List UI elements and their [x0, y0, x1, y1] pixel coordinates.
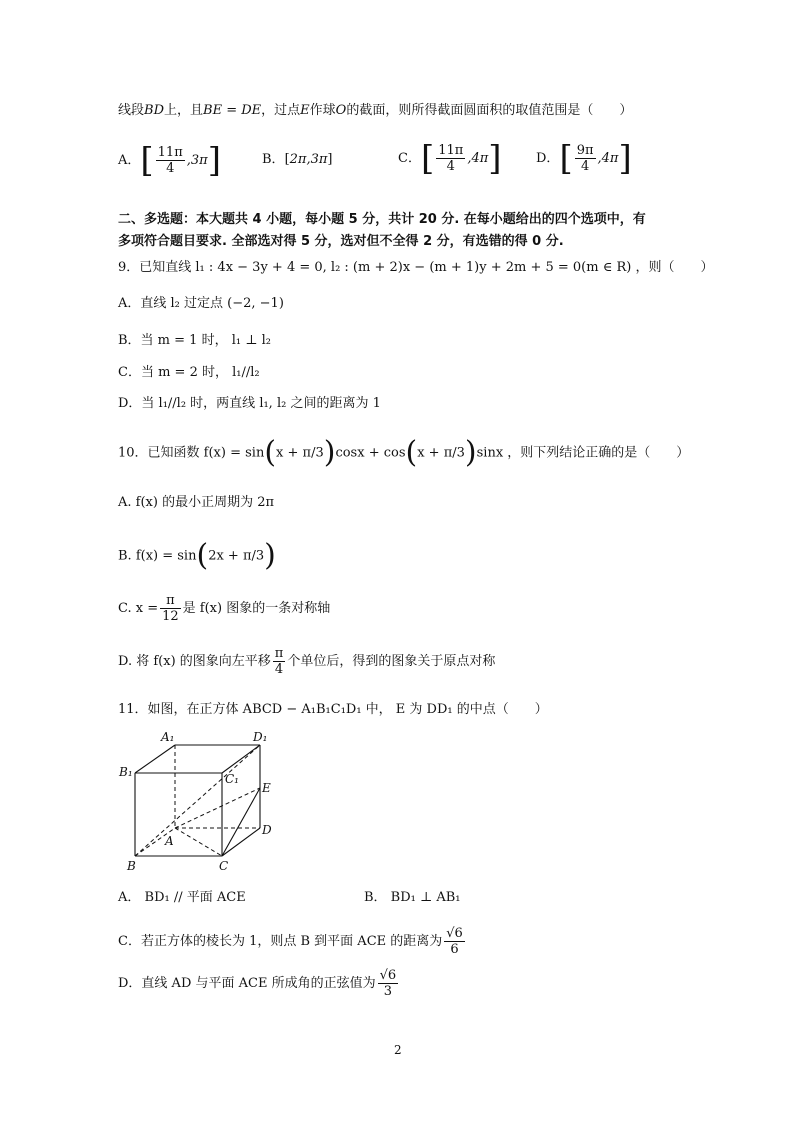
segment-c-e — [222, 788, 260, 856]
label-a1: A₁ — [161, 730, 175, 744]
q10-stem: 10．已知函数 f(x) = sin(x + π/3)cosx + cos(x + π/3)sinx ，则下列结论正确的是（ ） — [118, 435, 690, 470]
section2-heading-line2: 多项符合题目要求. 全部选对得 5 分，选对但不全得 2 分，有选错的得 0 分. — [118, 234, 564, 249]
edge-c-d — [222, 828, 260, 856]
q11-option-b: B． BD₁ ⊥ AB₁ — [364, 890, 461, 905]
q9-option-c: C．当 m = 2 时， l₁//l₂ — [118, 365, 260, 380]
label-d1: D₁ — [253, 730, 268, 744]
q10-option-d: D. 将 f(x) 的图象向左平移 $\frac{\pi}{4}$ 个单位后，得到的图象关于原点对称 — [118, 646, 496, 677]
label-b: B — [127, 859, 136, 873]
q11-option-d: D．直线 AD 与平面 ACE 所成角的正弦值为 $\frac{√6}{3}$ — [118, 968, 397, 999]
label-a: A — [165, 834, 174, 848]
q8-stem: 线段BD上，且BE = DE，过点E作球O的截面，则所得截面圆面积的取值范围是（ ） — [118, 103, 633, 118]
q9-option-d: D．当 l₁//l₂ 时，两直线 l₁, l₂ 之间的距离为 1 — [118, 396, 381, 411]
q11-option-a: A． BD₁ // 平面 ACE — [118, 890, 246, 905]
label-c1: C₁ — [225, 772, 239, 786]
q8-option-c: C．[ $\frac{11\pi}{4}$ ,4π] — [398, 138, 502, 179]
hidden-segment-a-c — [175, 828, 222, 856]
q8-option-b: B．[2π,3π] — [262, 152, 333, 167]
q11-option-c: C．若正方体的棱长为 1，则点 B 到平面 ACE 的距离为 $\frac{√6}{6}$ — [118, 926, 463, 957]
q8-option-d: D．[ $\frac{9\pi}{4}$ ,4π] — [536, 138, 632, 179]
q8-option-a: A．[ $\frac{11\pi}{4}$ ,3π] — [118, 140, 221, 181]
label-c: C — [219, 859, 229, 873]
q9-option-a: A．直线 l₂ 过定点 (−2, −1) — [118, 296, 284, 311]
cube-figure — [115, 728, 285, 878]
section2-heading-line1: 二、多选题：本大题共 4 小题，每小题 5 分，共计 20 分. 在每小题给出的四个选项中，有 — [118, 212, 646, 227]
q9-option-b: B．当 m = 1 时， l₁ ⊥ l₂ — [118, 333, 271, 348]
q11-stem: 11．如图，在正方体 ABCD − A₁B₁C₁D₁ 中， E 为 DD₁ 的中点（ ） — [118, 702, 548, 717]
hidden-diagonal-b-d1 — [135, 745, 260, 856]
page-number: 2 — [394, 1043, 402, 1057]
label-e: E — [262, 781, 271, 795]
q10-option-c: C. x = $\frac{\pi}{12}$ 是 f(x) 图象的一条对称轴 — [118, 593, 331, 624]
label-b1: B₁ — [119, 765, 133, 779]
q10-option-a: A. f(x) 的最小正周期为 2π — [118, 495, 275, 510]
hidden-segment-a-e — [175, 788, 260, 828]
label-d: D — [262, 823, 272, 837]
edge-c1-d1 — [222, 745, 260, 773]
q9-stem: 9．已知直线 l₁ : 4x − 3y + 4 = 0, l₂ : (m + 2)x − (m + 1)y + 2m + 5 = 0(m ∈ R) ，则（ ） — [118, 260, 714, 275]
edge-b1-a1 — [135, 745, 175, 773]
q10-option-b: B. f(x) = sin(2x + π/3) — [118, 538, 276, 573]
q8-opt-a-fraction: $\frac{11\pi}{4}$ — [157, 145, 183, 176]
